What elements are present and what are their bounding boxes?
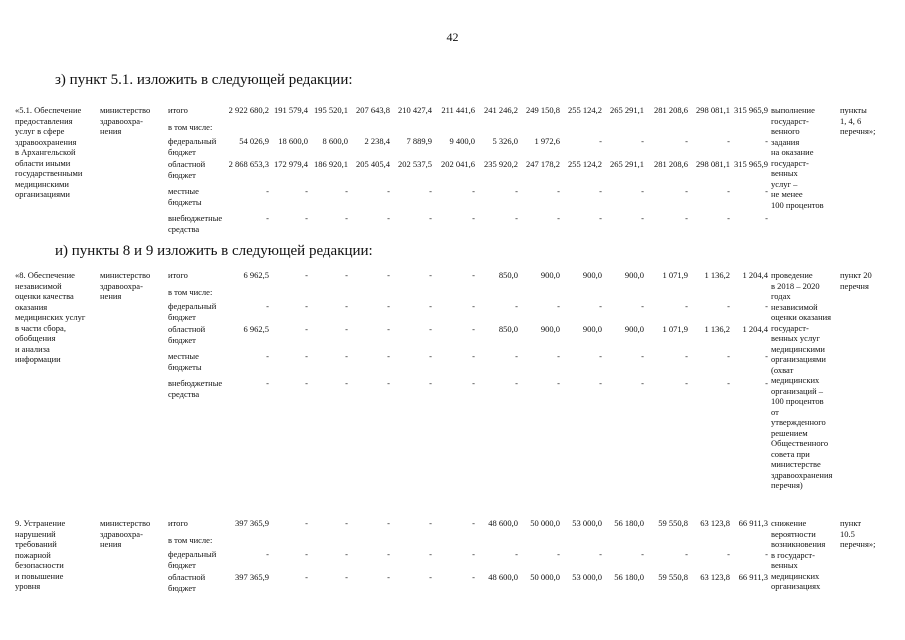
funding-value: -	[472, 270, 475, 280]
funding-value: -	[305, 378, 308, 388]
funding-value: -	[765, 378, 768, 388]
funding-value: -	[557, 301, 560, 311]
row-result: снижение вероятности возникновения в государст- венных медицинских организациях	[771, 518, 826, 591]
funding-source-label: в том числе:	[168, 122, 213, 132]
funding-value: -	[387, 186, 390, 196]
funding-value: 281 208,6	[654, 159, 688, 169]
funding-value: -	[765, 136, 768, 146]
funding-value: -	[387, 270, 390, 280]
funding-value: 66 911,3	[738, 518, 768, 528]
funding-value: 900,0	[582, 270, 602, 280]
funding-value: 2 238,4	[364, 136, 390, 146]
funding-source-label: итого	[168, 270, 188, 280]
funding-value: -	[599, 136, 602, 146]
funding-value: -	[387, 213, 390, 223]
funding-value: -	[727, 301, 730, 311]
funding-value: -	[266, 213, 269, 223]
funding-value: -	[387, 324, 390, 334]
funding-value: 7 889,9	[406, 136, 432, 146]
funding-value: -	[305, 270, 308, 280]
funding-value: -	[345, 270, 348, 280]
funding-value: -	[345, 213, 348, 223]
funding-value: 53 000,0	[572, 518, 602, 528]
funding-value: 265 291,1	[610, 159, 644, 169]
funding-value: -	[515, 549, 518, 559]
funding-value: 207 643,8	[356, 105, 390, 115]
funding-value: 56 180,0	[614, 572, 644, 582]
funding-value: -	[345, 351, 348, 361]
funding-value: -	[266, 549, 269, 559]
funding-value: 2 922 680,2	[228, 105, 269, 115]
funding-source-label: федеральный бюджет	[168, 301, 217, 322]
funding-value: -	[345, 549, 348, 559]
funding-value: -	[765, 301, 768, 311]
funding-value: -	[305, 549, 308, 559]
funding-value: -	[599, 549, 602, 559]
funding-value: 66 911,3	[738, 572, 768, 582]
funding-value: 247 178,2	[526, 159, 560, 169]
funding-value: -	[429, 518, 432, 528]
funding-value: -	[387, 378, 390, 388]
row-name: «5.1. Обеспечение предоставления услуг в сфере здравоохранения в Архангельской области иными государственными медицинскими организациями	[15, 105, 83, 199]
funding-value: 48 600,0	[488, 572, 518, 582]
row-result: выполнение государст- венного задания на оказание государст- венных услуг – не менее 100 процентов	[771, 105, 824, 210]
funding-source-label: областной бюджет	[168, 572, 206, 593]
funding-source-label: в том числе:	[168, 535, 213, 545]
funding-value: 8 600,0	[322, 136, 348, 146]
funding-value: 255 124,2	[568, 105, 602, 115]
page-number: 42	[446, 30, 459, 44]
funding-value: -	[387, 351, 390, 361]
funding-value: 249 150,8	[526, 105, 560, 115]
funding-value: 900,0	[624, 324, 644, 334]
table-row-8	[0, 270, 905, 510]
funding-value: -	[305, 324, 308, 334]
funding-value: -	[472, 213, 475, 223]
funding-value: -	[515, 301, 518, 311]
funding-value: -	[472, 324, 475, 334]
funding-value: -	[765, 549, 768, 559]
funding-value: -	[429, 351, 432, 361]
funding-value: 202 041,6	[441, 159, 475, 169]
funding-value: -	[515, 186, 518, 196]
row-name: «8. Обеспечение независимой оценки качества оказания медицинских услуг в части сбора, обобщения и анализа информации	[15, 270, 86, 364]
funding-value: -	[387, 301, 390, 311]
funding-value: 850,0	[498, 324, 518, 334]
funding-value: 195 520,1	[314, 105, 348, 115]
funding-value: -	[641, 301, 644, 311]
funding-value: 56 180,0	[614, 518, 644, 528]
funding-value: 63 123,8	[700, 518, 730, 528]
funding-value: -	[685, 186, 688, 196]
funding-value: -	[345, 572, 348, 582]
funding-value: -	[727, 186, 730, 196]
funding-value: 59 550,8	[658, 518, 688, 528]
funding-value: -	[305, 572, 308, 582]
funding-value: -	[472, 518, 475, 528]
funding-value: 397 365,9	[235, 572, 269, 582]
funding-value: -	[472, 301, 475, 311]
funding-value: 48 600,0	[488, 518, 518, 528]
funding-value: -	[472, 378, 475, 388]
funding-value: 18 600,0	[278, 136, 308, 146]
funding-value: 202 537,5	[398, 159, 432, 169]
funding-value: -	[599, 301, 602, 311]
funding-value: -	[641, 136, 644, 146]
funding-value: -	[429, 270, 432, 280]
funding-value: 1 071,9	[662, 270, 688, 280]
funding-value: 315 965,9	[734, 159, 768, 169]
funding-value: -	[685, 351, 688, 361]
funding-value: 191 579,4	[274, 105, 308, 115]
row-executor: министерство здравоохра- нения	[100, 270, 151, 301]
funding-value: -	[685, 136, 688, 146]
funding-value: -	[599, 186, 602, 196]
funding-value: -	[305, 518, 308, 528]
funding-source-label: итого	[168, 518, 188, 528]
funding-value: -	[305, 301, 308, 311]
funding-value: -	[345, 378, 348, 388]
funding-value: -	[727, 213, 730, 223]
funding-value: -	[765, 186, 768, 196]
funding-value: 315 965,9	[734, 105, 768, 115]
funding-value: -	[515, 213, 518, 223]
funding-value: -	[305, 351, 308, 361]
funding-value: -	[599, 213, 602, 223]
funding-value: -	[557, 351, 560, 361]
funding-value: 54 026,9	[239, 136, 269, 146]
heading-section-z: з) пункт 5.1. изложить в следующей редакции:	[55, 72, 353, 88]
funding-value: -	[305, 186, 308, 196]
funding-value: -	[266, 186, 269, 196]
funding-value: -	[429, 301, 432, 311]
row-executor: министерство здравоохра- нения	[100, 105, 151, 136]
funding-value: 235 920,2	[484, 159, 518, 169]
funding-value: 900,0	[624, 270, 644, 280]
funding-source-label: федеральный бюджет	[168, 549, 217, 570]
funding-value: -	[557, 378, 560, 388]
funding-value: 900,0	[540, 270, 560, 280]
row-name: 9. Устранение нарушений требований пожарной безопасности и повышение уровня	[15, 518, 66, 591]
funding-value: -	[765, 351, 768, 361]
heading-section-i: и) пункты 8 и 9 изложить в следующей редакции:	[55, 243, 373, 259]
funding-value: 205 405,4	[356, 159, 390, 169]
funding-value: 1 071,9	[662, 324, 688, 334]
funding-value: -	[266, 301, 269, 311]
funding-value: 186 920,1	[314, 159, 348, 169]
funding-value: -	[387, 549, 390, 559]
funding-value: -	[429, 572, 432, 582]
funding-value: -	[727, 351, 730, 361]
funding-value: -	[641, 351, 644, 361]
funding-value: 1 136,2	[704, 270, 730, 280]
funding-source-label: местные бюджеты	[168, 186, 202, 207]
funding-value: -	[266, 351, 269, 361]
funding-value: 2 868 653,3	[228, 159, 269, 169]
funding-value: -	[727, 378, 730, 388]
row-reference: пункт 20 перечня	[840, 270, 872, 291]
funding-value: 210 427,4	[398, 105, 432, 115]
funding-value: 241 246,2	[484, 105, 518, 115]
funding-value: 211 441,6	[441, 105, 475, 115]
funding-value: -	[685, 378, 688, 388]
funding-value: -	[429, 213, 432, 223]
row-result: проведение в 2018 – 2020 годах независимой оценки оказания государст- венных услуг медицинскими организациями (охват медицинских организаций – 100 процентов от утвержденного решением Общественного совета при министерстве здравоохранения перечня)	[771, 270, 833, 490]
funding-value: 397 365,9	[235, 518, 269, 528]
funding-value: -	[599, 378, 602, 388]
row-executor: министерство здравоохра- нения	[100, 518, 151, 549]
funding-value: -	[345, 186, 348, 196]
row-reference: пункт 10.5 перечня»;	[840, 518, 876, 549]
funding-value: -	[641, 186, 644, 196]
funding-value: -	[727, 549, 730, 559]
funding-value: 50 000,0	[530, 572, 560, 582]
funding-value: -	[429, 324, 432, 334]
funding-value: -	[472, 186, 475, 196]
funding-value: 1 204,4	[742, 270, 768, 280]
funding-value: 298 081,1	[696, 105, 730, 115]
funding-value: -	[266, 378, 269, 388]
funding-value: -	[345, 324, 348, 334]
funding-value: -	[345, 301, 348, 311]
funding-value: -	[515, 351, 518, 361]
funding-value: -	[685, 213, 688, 223]
funding-value: -	[429, 378, 432, 388]
funding-value: 63 123,8	[700, 572, 730, 582]
funding-value: -	[472, 351, 475, 361]
funding-value: -	[641, 213, 644, 223]
table-row-5-1	[0, 105, 905, 235]
funding-value: 1 972,6	[534, 136, 560, 146]
funding-value: 900,0	[582, 324, 602, 334]
funding-value: -	[429, 549, 432, 559]
funding-value: -	[557, 549, 560, 559]
table-row-9	[0, 518, 905, 618]
funding-value: 59 550,8	[658, 572, 688, 582]
funding-source-label: внебюджетные средства	[168, 378, 223, 399]
row-reference: пункты 1, 4, 6 перечня»;	[840, 105, 876, 136]
funding-source-label: областной бюджет	[168, 324, 206, 345]
funding-value: -	[557, 186, 560, 196]
funding-source-label: в том числе:	[168, 287, 213, 297]
funding-value: 53 000,0	[572, 572, 602, 582]
funding-source-label: итого	[168, 105, 188, 115]
funding-value: -	[387, 572, 390, 582]
funding-value: 6 962,5	[243, 324, 269, 334]
funding-source-label: внебюджетные средства	[168, 213, 223, 234]
funding-value: 255 124,2	[568, 159, 602, 169]
funding-value: 850,0	[498, 270, 518, 280]
funding-value: 5 326,0	[492, 136, 518, 146]
funding-value: -	[685, 301, 688, 311]
funding-value: 50 000,0	[530, 518, 560, 528]
funding-value: -	[387, 518, 390, 528]
funding-value: 6 962,5	[243, 270, 269, 280]
funding-value: -	[685, 549, 688, 559]
funding-value: -	[557, 213, 560, 223]
funding-value: -	[472, 572, 475, 582]
funding-source-label: областной бюджет	[168, 159, 206, 180]
funding-value: -	[429, 186, 432, 196]
funding-value: -	[305, 213, 308, 223]
funding-value: 1 136,2	[704, 324, 730, 334]
funding-value: -	[641, 549, 644, 559]
funding-value: -	[727, 136, 730, 146]
funding-value: -	[765, 213, 768, 223]
funding-value: 900,0	[540, 324, 560, 334]
funding-value: 9 400,0	[449, 136, 475, 146]
funding-value: -	[515, 378, 518, 388]
funding-value: 1 204,4	[742, 324, 768, 334]
funding-value: -	[345, 518, 348, 528]
funding-value: -	[599, 351, 602, 361]
funding-value: -	[641, 378, 644, 388]
funding-value: 298 081,1	[696, 159, 730, 169]
funding-value: 265 291,1	[610, 105, 644, 115]
funding-source-label: местные бюджеты	[168, 351, 202, 372]
funding-value: -	[472, 549, 475, 559]
funding-source-label: федеральный бюджет	[168, 136, 217, 157]
funding-value: 172 979,4	[274, 159, 308, 169]
funding-value: 281 208,6	[654, 105, 688, 115]
